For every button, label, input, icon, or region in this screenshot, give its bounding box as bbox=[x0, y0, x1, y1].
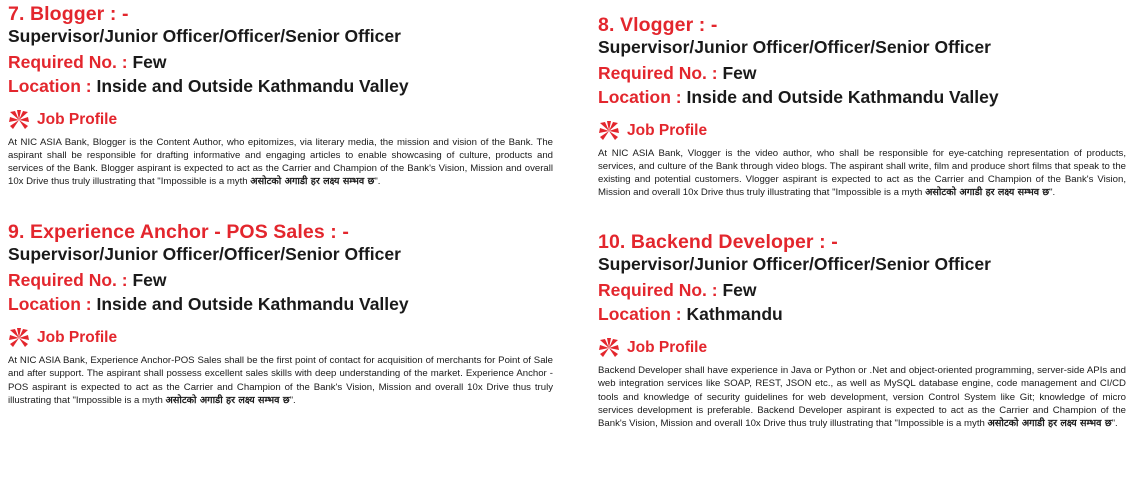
profile-devanagari: असोटको अगाडी हर लक्ष्य सम्भव छ bbox=[165, 394, 290, 406]
job-roles: Supervisor/Junior Officer/Officer/Senior Officer bbox=[598, 254, 991, 275]
profile-devanagari: असोटको अगाडी हर लक्ष्य सम्भव छ bbox=[250, 176, 375, 188]
nic-asia-logo-icon bbox=[598, 121, 620, 141]
profile-heading bbox=[8, 110, 553, 130]
job-title: 10. Backend Developer : - bbox=[598, 231, 838, 254]
profile-title: Job Profile bbox=[627, 122, 708, 139]
location-label: Location : bbox=[598, 87, 682, 107]
profile-devanagari: असोटको अगाडी हर लक्ष्य सम्भव छ bbox=[987, 417, 1112, 429]
profile-text: At NIC ASIA Bank, Vlogger is the video author, who shall be responsible for eye-catching representation of products, services, and culture of the Bank through video blogs. The aspirant shall write, film and produce short films that speak to the existing and potential customers. Vlogger aspirant is expected to act as the Carrier and Champion of the Bank's Vision, Mission and overall 10x Drive thus truly illustrating that "Impossible is a myth bbox=[598, 148, 1126, 199]
required-value: Few bbox=[717, 280, 757, 301]
location bbox=[598, 86, 1126, 109]
profile-end: ". bbox=[1049, 187, 1056, 199]
required-number bbox=[598, 279, 1126, 302]
left-column bbox=[8, 0, 553, 407]
profile-text: Backend Developer shall have experience in Java or Python or .Net and object-oriented programming, server-side APIs and web integration services like SOAP, REST, JSON etc., as well as MySQL database engine, code management and CI/CD tools and knowledge of security guidelines for web development, version Control System like Git; knowledge of micro services development is preferable. Backend Developer aspirant is expected to act as the Carrier and Champion of the Bank's Vision, Mission and overall 10x Drive thus truly illustrating that "Impossible is a myth bbox=[598, 365, 1126, 429]
job-vlogger bbox=[598, 14, 1126, 199]
profile-title: Job Profile bbox=[37, 329, 118, 347]
required-number bbox=[598, 62, 1126, 85]
required-value: Few bbox=[127, 270, 167, 291]
required-label: Required No. : bbox=[598, 63, 718, 83]
location-value: Kathmandu bbox=[681, 304, 783, 325]
profile-text: At NIC ASIA Bank, Blogger is the Content Author, who epitomizes, via literary media, the mission and vision of the Bank. The aspirant shall be responsible for drafting informative and engaging articles to enable showcasing of culture, products and services of the Bank. Blogger aspirant is expected to act as the Carrier and Champion of the Bank's Vision, Mission and overall 10x Drive thus truly illustrating that "Impossible is a myth bbox=[8, 137, 553, 188]
job-backend-developer bbox=[598, 231, 1126, 429]
profile-end: ". bbox=[289, 394, 296, 406]
required-label: Required No. : bbox=[598, 280, 718, 301]
profile-heading bbox=[8, 328, 553, 348]
location-label: Location : bbox=[598, 304, 682, 325]
profile-heading bbox=[598, 121, 1126, 141]
nic-asia-logo-icon bbox=[8, 110, 30, 130]
required-value: Few bbox=[127, 52, 167, 72]
right-column bbox=[598, 0, 1126, 430]
profile-title: Job Profile bbox=[627, 339, 708, 357]
required-number bbox=[8, 269, 553, 292]
profile-description bbox=[8, 136, 553, 188]
nic-asia-logo-icon bbox=[8, 328, 30, 348]
location-label: Location : bbox=[8, 76, 92, 96]
location-value: Inside and Outside Kathmandu Valley bbox=[91, 76, 409, 96]
job-title: 8. Vlogger : - bbox=[598, 14, 718, 36]
profile-description bbox=[598, 364, 1126, 429]
location bbox=[8, 293, 553, 316]
job-experience-anchor bbox=[8, 221, 553, 406]
profile-end: ". bbox=[1111, 417, 1118, 429]
required-value: Few bbox=[717, 63, 757, 83]
location bbox=[598, 303, 1126, 326]
job-roles: Supervisor/Junior Officer/Officer/Senior Officer bbox=[8, 244, 401, 265]
profile-devanagari: असोटको अगाडी हर लक्ष्य सम्भव छ bbox=[925, 187, 1050, 199]
required-label: Required No. : bbox=[8, 52, 128, 72]
profile-end: ". bbox=[374, 176, 381, 188]
job-blogger bbox=[8, 3, 553, 188]
profile-title: Job Profile bbox=[37, 111, 118, 128]
location bbox=[8, 75, 553, 98]
profile-description bbox=[598, 147, 1126, 199]
required-number bbox=[8, 51, 553, 74]
profile-text: At NIC ASIA Bank, Experience Anchor-POS Sales shall be the first point of contact for acquisition of merchants for Point of Sale and after support. The aspirant shall possess excellent sales skills with deep understanding of the market. Experience Anchor - POS aspirant is expected to act as the Carrier and Champion of the Bank's Vision, Mission and overall 10x Drive thus truly illustrating that "Impossible is a myth bbox=[8, 355, 553, 406]
profile-heading bbox=[598, 338, 1126, 358]
job-roles: Supervisor/Junior Officer/Officer/Senior Officer bbox=[8, 26, 401, 46]
nic-asia-logo-icon bbox=[598, 338, 620, 358]
required-label: Required No. : bbox=[8, 270, 128, 291]
job-roles: Supervisor/Junior Officer/Officer/Senior Officer bbox=[598, 37, 991, 57]
job-title: 9. Experience Anchor - POS Sales : - bbox=[8, 221, 349, 244]
profile-description bbox=[8, 354, 553, 406]
location-label: Location : bbox=[8, 294, 92, 315]
location-value: Inside and Outside Kathmandu Valley bbox=[91, 294, 409, 315]
job-title: 7. Blogger : - bbox=[8, 3, 129, 25]
location-value: Inside and Outside Kathmandu Valley bbox=[681, 87, 999, 107]
